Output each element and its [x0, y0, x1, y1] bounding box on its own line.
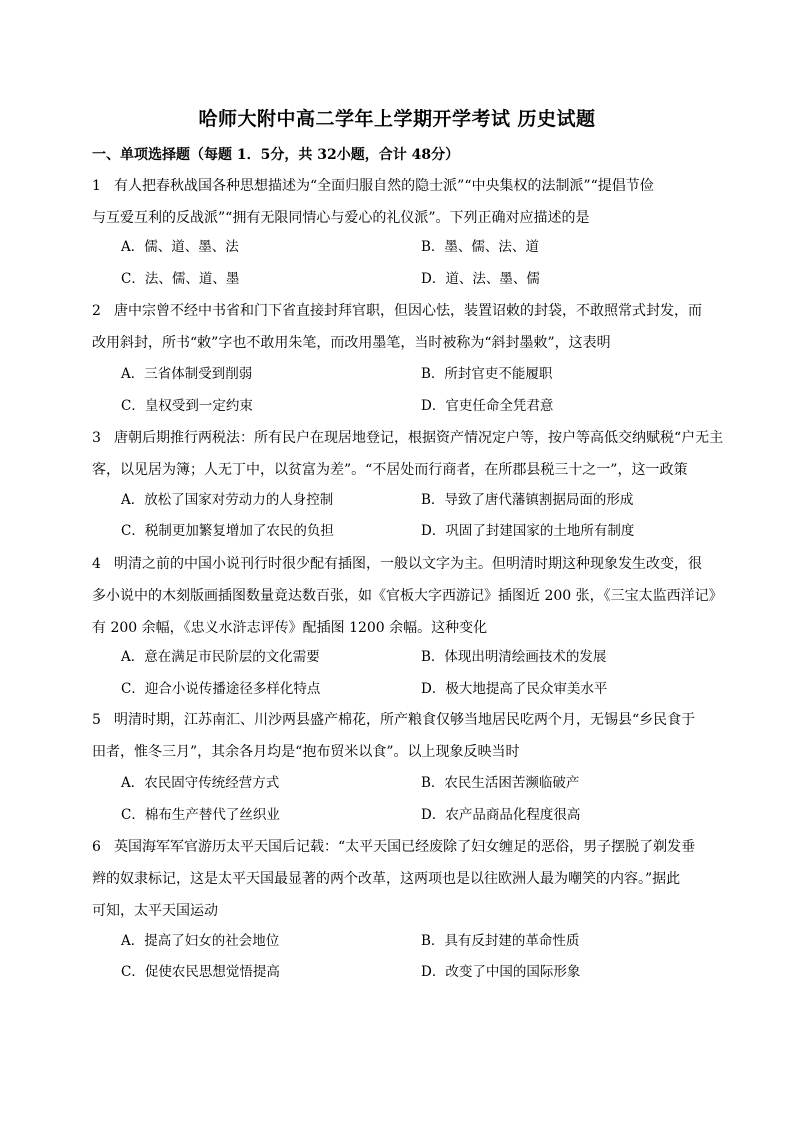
question-line: 改用斜封，所书“敕”字也不敢用朱笔，而改用墨笔，当时被称为“斜封墨敕”，这表明 — [92, 335, 611, 351]
question-line — [92, 295, 712, 327]
question-text: 明清之前的中国小说刊行时很少配有插图，一般以文字为主。但明清时期这种现象发生改变，很 — [114, 556, 702, 572]
question-text: 唐朝后期推行两税法：所有民户在现居地登记，根据资产情况定户等，按户等高低交纳赋税“户无主 — [114, 430, 724, 446]
option-b[interactable]: B．体现出明清绘画技术的发展 — [421, 649, 607, 665]
question-line — [92, 831, 712, 863]
question-6 — [92, 831, 712, 927]
option-a[interactable]: A．农民固守传统经营方式 — [121, 775, 280, 791]
option-a[interactable]: A．意在满足市民阶层的文化需要 — [121, 649, 320, 665]
question-number: 4 — [92, 556, 101, 572]
question-2 — [92, 295, 712, 359]
question-line — [92, 548, 712, 580]
question-number: 6 — [92, 839, 101, 855]
option-b[interactable]: B．导致了唐代藩镇割据局面的形成 — [421, 492, 634, 508]
question-text: 明清时期，江苏南汇、川沙两县盛产棉花，所产粮食仅够当地居民吃两个月，无锡县“乡民食于 — [114, 712, 696, 728]
option-a[interactable]: A．儒、道、墨、法 — [121, 239, 239, 255]
question-text: 有人把春秋战国各种思想描述为“全面归服自然的隐士派”“中央集权的法制派”“提倡节俭 — [114, 178, 654, 194]
question-number: 2 — [92, 303, 101, 319]
question-3 — [92, 422, 724, 486]
option-d[interactable]: D．官吏任命全凭君意 — [421, 398, 554, 414]
option-b[interactable]: B．农民生活困苦濒临破产 — [421, 775, 580, 791]
question-line: 多小说中的木刻版画插图数量竟达数百张，如《官板大字西游记》插图近 200 张，《三宝太监西洋记》 — [92, 588, 723, 604]
option-b[interactable]: B．墨、儒、法、道 — [421, 239, 539, 255]
question-4 — [92, 548, 723, 644]
option-a[interactable]: A．提高了妇女的社会地位 — [121, 933, 280, 949]
question-text: 英国海军军官游历太平天国后记载：“太平天国已经废除了妇女缠足的恶俗，男子摆脱了剃发垂 — [114, 839, 696, 855]
option-a[interactable]: A．放松了国家对劳动力的人身控制 — [121, 492, 334, 508]
question-number: 5 — [92, 712, 101, 728]
question-5 — [92, 704, 712, 768]
option-c[interactable]: C．法、儒、道、墨 — [121, 271, 240, 287]
question-line: 田者，惟冬三月”，其余各月均是“抱布贸米以食”。以上现象反映当时 — [92, 744, 520, 760]
option-b[interactable]: B．所封官吏不能履职 — [421, 366, 553, 382]
option-d[interactable]: D．极大地提高了民众审美水平 — [421, 681, 608, 697]
option-d[interactable]: D．农产品商品化程度很高 — [421, 807, 581, 823]
option-d[interactable]: D．改变了中国的国际形象 — [421, 964, 581, 980]
option-c[interactable]: C．税制更加繁复增加了农民的负担 — [121, 523, 334, 539]
question-text: 唐中宗曾不经中书省和门下省直接封拜官职，但因心怯，装置诏敕的封袋，不敢照常式封发，而 — [114, 303, 702, 319]
question-line — [92, 422, 724, 454]
question-number: 1 — [92, 178, 101, 194]
question-line — [92, 170, 712, 202]
question-line: 可知，太平天国运动 — [92, 903, 218, 919]
question-number: 3 — [92, 430, 101, 446]
option-c[interactable]: C．促使农民思想觉悟提高 — [121, 964, 280, 980]
option-b[interactable]: B．具有反封建的革命性质 — [421, 933, 580, 949]
section-header: 一、单项选择题（每题 1．5分，共 32小题，合计 48分） — [92, 147, 460, 163]
option-a[interactable]: A．三省体制受到削弱 — [121, 366, 253, 382]
question-line — [92, 704, 712, 736]
question-line: 有 200 余幅，《忠义水浒志评传》配插图 1200 余幅。这种变化 — [92, 620, 488, 636]
option-d[interactable]: D．道、法、墨、儒 — [421, 271, 540, 287]
question-1 — [92, 170, 712, 234]
question-line: 辫的奴隶标记，这是太平天国最显著的两个改革，这两项也是以往欧洲人最为嘲笑的内容。”据此 — [92, 871, 681, 887]
question-line: 客，以见居为簿；人无丁中，以贫富为差”。“不居处而行商者，在所郡县税三十之一”，这一政策 — [92, 462, 688, 478]
option-d[interactable]: D．巩固了封建国家的土地所有制度 — [421, 523, 635, 539]
exam-title: 哈师大附中高二学年上学期开学考试 历史试题 — [198, 108, 596, 130]
option-c[interactable]: C．迎合小说传播途径多样化特点 — [121, 681, 321, 697]
option-c[interactable]: C．棉布生产替代了丝织业 — [121, 807, 280, 823]
question-line: 与互爱互利的反战派”“拥有无限同情心与爱心的礼仪派”。下列正确对应描述的是 — [92, 210, 590, 226]
option-c[interactable]: C．皇权受到一定约束 — [121, 398, 253, 414]
